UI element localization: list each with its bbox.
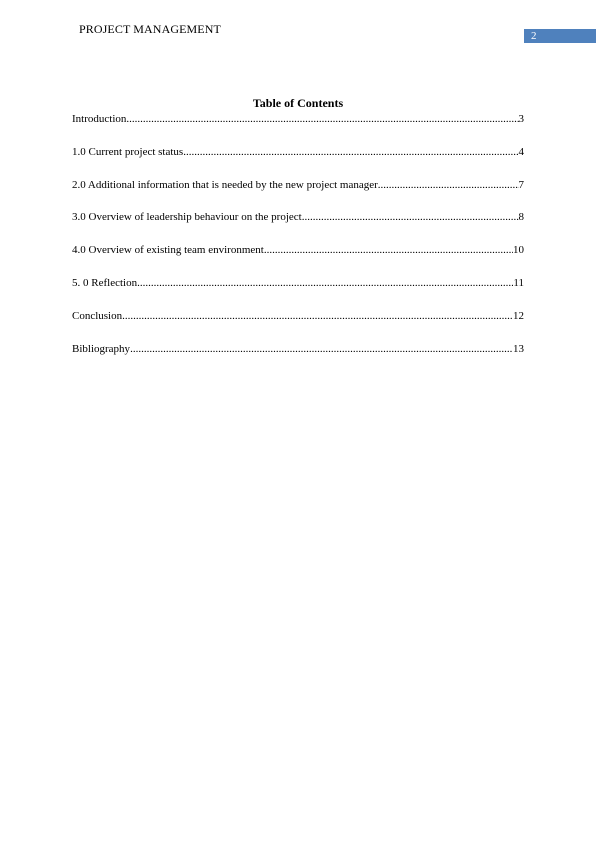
toc-dot-leader [130, 342, 513, 356]
toc-entry-label: 4.0 Overview of existing team environment [72, 244, 264, 257]
toc-entry-label: Introduction [72, 113, 127, 125]
toc-entry-reflection[interactable] [72, 276, 524, 290]
toc-dot-leader [126, 112, 518, 126]
toc-entry-page: 10 [513, 244, 524, 257]
toc-entry-leadership-behaviour[interactable] [72, 210, 524, 224]
toc-dot-leader [122, 309, 513, 323]
toc-entry-label: 3.0 Overview of leadership behaviour on the project [72, 211, 302, 224]
toc-entry-bibliography[interactable] [72, 342, 524, 356]
toc-dot-leader [378, 178, 519, 192]
toc-title: Table of Contents [252, 96, 344, 110]
toc-entry-team-environment[interactable] [72, 243, 524, 257]
toc-dot-leader [302, 210, 519, 224]
toc-entry-page: 4 [518, 145, 524, 158]
toc-entry-additional-information[interactable] [72, 178, 524, 192]
toc-entry-label: Conclusion [72, 309, 123, 322]
page-number: 2 [531, 30, 537, 42]
toc-entry-page: 11 [513, 276, 524, 289]
toc-entry-introduction[interactable] [72, 112, 524, 126]
running-header-title: PROJECT MANAGEMENT [79, 22, 221, 36]
toc-entry-page: 13 [513, 342, 524, 355]
toc-entry-label: 2.0 Additional information that is needed by the new project manager [72, 178, 378, 191]
toc-dot-leader [137, 276, 513, 290]
toc-entry-page: 12 [513, 309, 524, 322]
toc-dot-leader [264, 243, 513, 257]
toc-list [72, 112, 524, 374]
toc-entry-conclusion[interactable] [72, 309, 524, 323]
toc-entry-current-project-status[interactable] [72, 145, 524, 159]
toc-dot-leader [183, 145, 518, 159]
toc-entry-label: Bibliography [72, 342, 131, 355]
toc-entry-page: 3 [518, 113, 524, 125]
toc-entry-label: 5. 0 Reflection [72, 276, 138, 289]
toc-entry-label: 1.0 Current project status [72, 145, 184, 158]
page-number-badge [524, 29, 596, 43]
toc-entry-page: 7 [518, 178, 524, 191]
toc-entry-page: 8 [518, 211, 524, 224]
